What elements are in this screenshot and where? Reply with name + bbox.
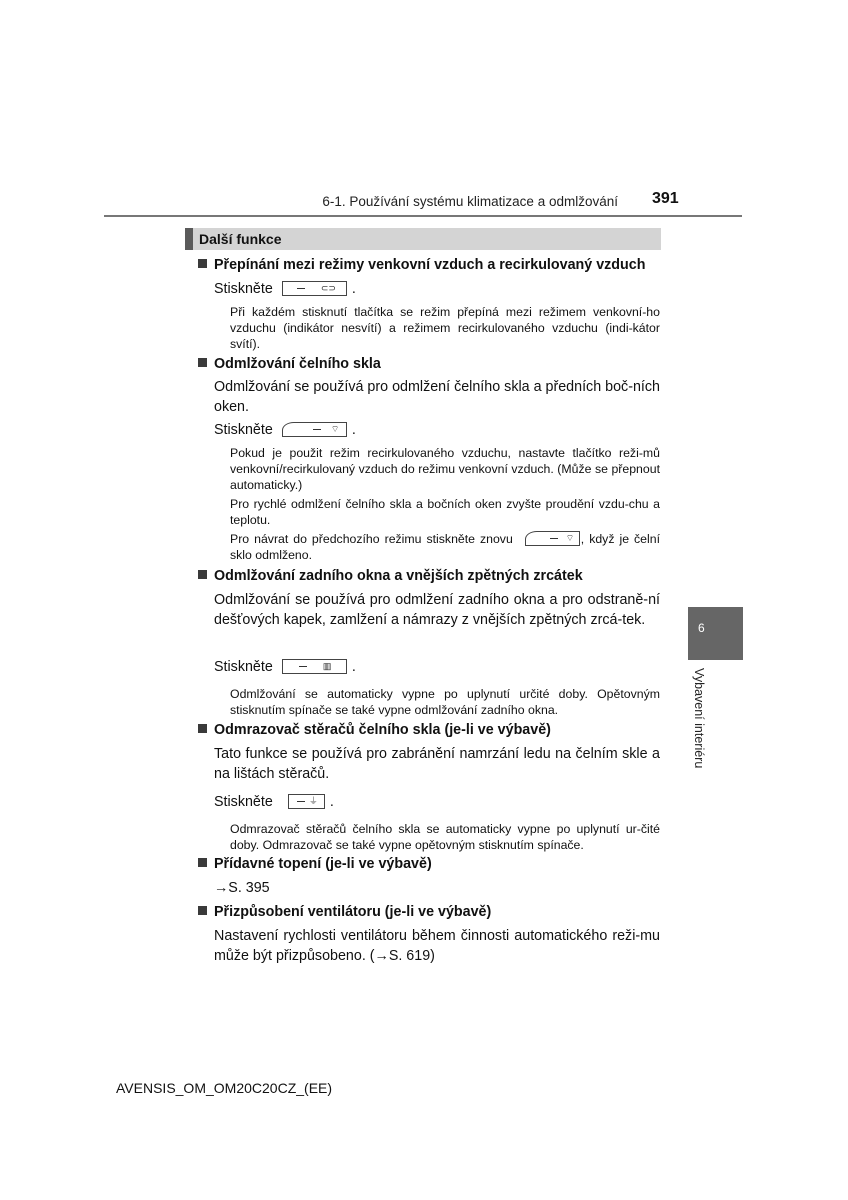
note: Pro návrat do předchozího režimu stiskněte znovu ⌔ , když je čelní sklo odmlženo.: [230, 532, 660, 562]
wiper-deicer-button-icon: ⏚: [288, 794, 325, 809]
body-text: Nastavení rychlosti ventilátoru během činnosti automatického reži-mu může být přizpůsobeno. (→S. 619): [214, 928, 660, 964]
note: Pokud je použit režim recirkulovaného vzduchu, nastavte tlačítko reži-mů venkovní/recirkulovaný vzduch do režimu venkovní vzduch. (Může se přepnout automaticky.): [230, 446, 660, 492]
note: Odmrazovač stěračů čelního skla se automaticky vypne po uplynutí ur-čité doby. Odmrazovač se také vypne opětovným stisknutím spínače.: [230, 822, 660, 852]
bullet-square: [198, 570, 207, 579]
rear-defog-button-icon: ▥: [282, 659, 347, 674]
heading-wiper-deicer: Odmrazovač stěračů čelního skla (je-li ve výbavě): [198, 722, 551, 738]
bullet-square: [198, 358, 207, 367]
press-line: Stiskněte ▥ .: [214, 659, 356, 675]
note: Pro rychlé odmlžení čelního skla a bočních oken zvyšte proudění vzdu-chu a teplotu.: [230, 497, 660, 527]
page-number: 391: [652, 190, 679, 207]
section-title-bar: [185, 228, 661, 250]
heading-windshield-defog: Odmlžování čelního skla: [198, 356, 381, 372]
bullet-square: [198, 906, 207, 915]
chapter-number: 6: [698, 621, 705, 635]
chapter-label: Vybavení interiéru: [692, 668, 706, 769]
header-divider: [104, 215, 742, 217]
note: Odmlžování se automaticky vypne po uplynutí určité doby. Opětovným stisknutím spínače se také vypne odmlžování zadního okna.: [230, 687, 660, 717]
chapter-tab: [688, 607, 743, 660]
heading-fan-customization: Přizpůsobení ventilátoru (je-li ve výbavě): [198, 904, 491, 920]
body-text: Tato funkce se používá pro zabránění namrzání ledu na čelním skle a na lištách stěračů.: [214, 746, 660, 782]
press-line: Stiskněte ⊂⊃ .: [214, 281, 356, 297]
section-title: Další funkce: [199, 231, 282, 247]
note: Při každém stisknutí tlačítka se režim přepíná mezi režimem venkovní-ho vzduchu (indikátor nesvítí) a režimem recirkulovaného vzduchu (indi-kátor svítí).: [230, 305, 660, 351]
bullet-square: [198, 724, 207, 733]
press-line: Stiskněte ⏚ .: [214, 794, 334, 810]
front-defog-button-icon: ⌔: [282, 422, 347, 437]
recirculation-button-icon: ⊂⊃: [282, 281, 347, 296]
bullet-square: [198, 858, 207, 867]
front-defog-button-icon: ⌔: [525, 531, 580, 546]
body-text: Odmlžování se používá pro odmlžení zadního okna a pro odstraně-ní dešťových kapek, zamlžení a námrazy z vnějších zpětných zrcá-tek.: [214, 592, 660, 628]
page-reference: →S. 395: [214, 880, 270, 896]
heading-auxiliary-heater: Přídavné topení (je-li ve výbavě): [198, 856, 432, 872]
body-text: Odmlžování se používá pro odmlžení čelního skla a předních boč-ních oken.: [214, 379, 660, 415]
bullet-square: [198, 259, 207, 268]
chapter-title: 6-1. Používání systému klimatizace a odmlžování: [322, 194, 618, 209]
heading-rear-defog: Odmlžování zadního okna a vnějších zpětných zrcátek: [198, 568, 583, 584]
press-line: Stiskněte ⌔ .: [214, 422, 356, 438]
heading-recirculation: Přepínání mezi režimy venkovní vzduch a recirkulovaný vzduch: [198, 257, 645, 273]
document-code: AVENSIS_OM_OM20C20CZ_(EE): [116, 1080, 333, 1096]
